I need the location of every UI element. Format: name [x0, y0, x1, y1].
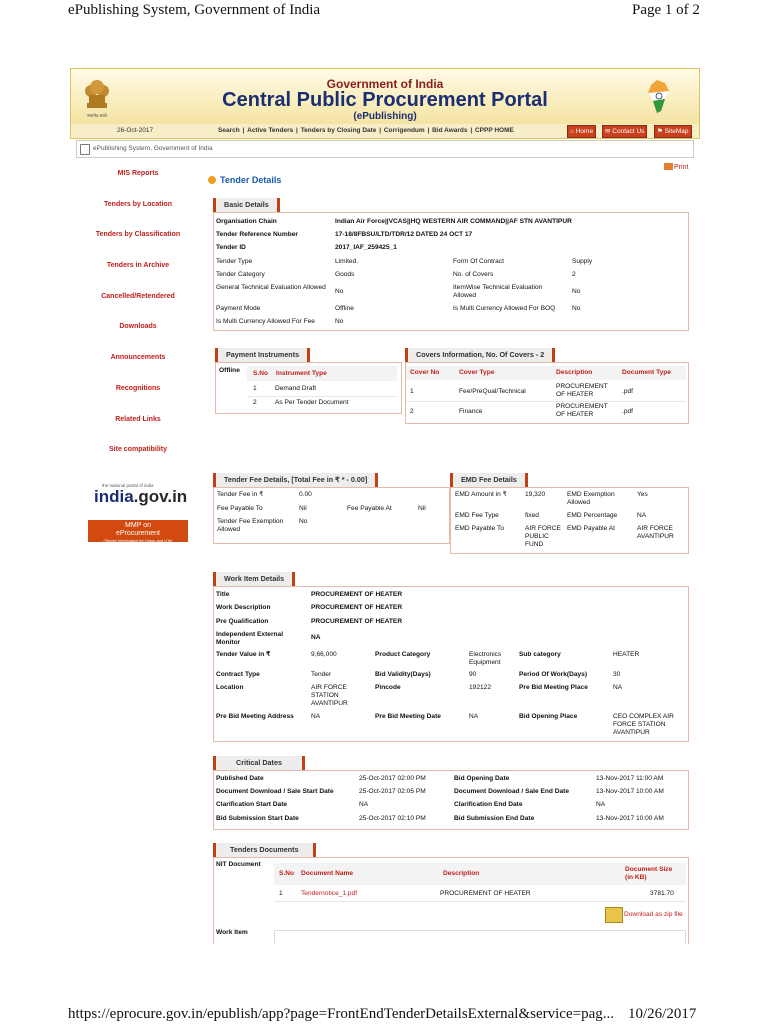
date-label: Bid Submission End Date [454, 815, 535, 822]
date-value: 13-Nov-2017 10:00 AM [596, 815, 664, 822]
cover-row-type: Fee/PreQual/Technical [459, 388, 526, 395]
current-date: 26-Oct-2017 [117, 127, 154, 134]
payment-row-type: Demand Draft [275, 385, 317, 392]
sitemap-button-label: SiteMap [664, 128, 689, 135]
nav-link-cppp-home[interactable]: CPPP HOME [474, 127, 514, 134]
date-label: Published Date [216, 775, 264, 782]
nit-document-label: NIT Document [216, 861, 261, 868]
banner-portal-title: Central Public Procurement Portal [222, 89, 548, 111]
gte-label: General Technical Evaluation Allowed [216, 284, 326, 291]
emblem-caption: सत्यमेव जयते [87, 113, 107, 118]
period-of-work-value: 30 [613, 671, 621, 678]
sidebar-item-announcements[interactable]: Announcements [110, 354, 166, 361]
india-gov-logo[interactable] [92, 483, 188, 511]
independent-monitor-value: NA [311, 634, 321, 641]
location-label: Location [216, 684, 244, 691]
india-map-flag-icon [639, 77, 679, 117]
tender-category-label: Tender Category [216, 271, 265, 278]
cover-row-doctype: .pdf [622, 408, 633, 415]
print-header-page: Page 1 of 2 [632, 2, 700, 18]
cover-type-header: Cover Type [459, 369, 495, 376]
multi-currency-boq-label: Is Multi Currency Allowed For BOQ [453, 305, 556, 312]
tender-id-label: Tender ID [216, 244, 246, 251]
fee-payable-at-value: Nil [418, 505, 426, 512]
tab-covers-information: Covers Information, No. Of Covers - 2 [405, 348, 555, 362]
sitemap-button[interactable]: ⚑ SiteMap [654, 125, 692, 138]
sidebar-item-site-compatibility[interactable]: Site compatibility [109, 446, 167, 453]
date-value: 25-Oct-2017 02:05 PM [359, 788, 426, 795]
date-label: Clarification End Date [454, 801, 523, 808]
cover-description-header: Description [556, 369, 593, 376]
nav-link-corrigendum[interactable]: Corrigendum [383, 127, 425, 134]
date-label: Bid Submission Start Date [216, 815, 299, 822]
payment-sno-header: S.No [253, 370, 269, 377]
date-label: Clarification Start Date [216, 801, 288, 808]
ite-label: ItemWise Technical Evaluation Allowed [453, 284, 543, 299]
fee-payable-at-label: Fee Payable At [347, 505, 392, 512]
tender-category-value: Goods [335, 271, 355, 278]
doc-row-sno: 1 [279, 890, 283, 897]
portal-banner [70, 68, 700, 125]
row-divider [406, 401, 686, 402]
row-divider [247, 396, 397, 397]
date-value: 25-Oct-2017 02:00 PM [359, 775, 426, 782]
cover-row-no: 1 [410, 388, 414, 395]
tab-emd-fee-details: EMD Fee Details [450, 473, 528, 487]
work-item-label: Work Item [216, 929, 248, 936]
cover-row-type: Finance [459, 408, 483, 415]
basic-details-box [213, 212, 689, 331]
work-item-box [274, 930, 686, 945]
bullet-icon [208, 176, 216, 184]
nav-links: Search | Active Tenders | Tenders by Closing Date | Corrigendum | Bid Awards | CPPP HOME [218, 127, 514, 134]
no-of-covers-value: 2 [572, 271, 576, 278]
nav-link-active-tenders[interactable]: Active Tenders [247, 127, 294, 134]
doc-description-header: Description [443, 870, 480, 877]
zip-file-icon[interactable] [605, 907, 623, 923]
tender-fee-label: Tender Fee in ₹ [217, 491, 264, 498]
gte-value: No [335, 288, 344, 295]
tender-fee-value: 0.00 [299, 491, 312, 498]
doc-row-size: 3781.70 [650, 890, 674, 897]
pre-bid-address-label: Pre Bid Meeting Address [216, 713, 294, 720]
date-value: NA [596, 801, 606, 808]
page-title [208, 175, 281, 185]
payment-mode-offline: Offline [219, 367, 240, 374]
print-header-title: ePublishing System, Government of India [68, 2, 321, 18]
tab-critical-dates: Critical Dates [213, 756, 305, 770]
doc-size-header: Document Size (in KB) [625, 866, 673, 881]
print-footer-date: 10/26/2017 [628, 1006, 697, 1022]
sub-category-label: Sub category [519, 651, 561, 658]
date-value: NA [359, 801, 369, 808]
download-zip-link[interactable]: Download as zip file [624, 911, 683, 918]
pre-qualification-label: Pre Qualification [216, 618, 269, 625]
emd-percentage-value: NA [637, 512, 647, 519]
date-label: Document Download / Sale End Date [454, 788, 570, 795]
emd-payable-at-value: AIR FORCE AVANTIPUR [637, 525, 674, 540]
pre-qualification-value: PROCUREMENT OF HEATER [311, 618, 403, 625]
fee-exemption-label: Tender Fee Exemption Allowed [217, 518, 284, 533]
tab-tenders-documents: Tenders Documents [213, 843, 316, 857]
tender-id-value: 2017_IAF_259425_1 [335, 244, 397, 251]
breadcrumb-text: ePublishing System, Government of India [93, 145, 213, 152]
banner-gov-title: Government of India [326, 77, 444, 91]
sidebar-item-mis-reports[interactable]: MIS Reports [117, 170, 159, 177]
form-of-contract-value: Supply [572, 258, 593, 265]
date-label: Bid Opening Date [454, 775, 510, 782]
cover-row-doctype: .pdf [622, 388, 633, 395]
tender-type-value: Limited. [335, 258, 359, 265]
tab-basic-details: Basic Details [213, 198, 280, 212]
banner-subtitle: (ePublishing) [353, 111, 417, 122]
sidebar-item-tenders-by-classification[interactable]: Tenders by Classification [95, 231, 181, 238]
pre-bid-place-label: Pre Bid Meeting Place [519, 684, 588, 691]
emd-payable-to-label: EMD Payable To [455, 525, 504, 532]
doc-row-description: PROCUREMENT OF HEATER [440, 890, 531, 897]
multi-currency-boq-value: No [572, 305, 581, 312]
doc-row-name-link[interactable]: Tendernotice_1.pdf [301, 890, 358, 897]
nav-link-bid-awards[interactable]: Bid Awards [432, 127, 468, 134]
row-divider [274, 901, 686, 902]
cover-row-no: 2 [410, 408, 414, 415]
independent-monitor-label: Independent External Monitor [216, 631, 284, 646]
print-link[interactable] [664, 163, 688, 171]
payment-mode-value: Offline [335, 305, 354, 312]
cover-no-header: Cover No [410, 369, 440, 376]
multi-currency-fee-value: No [335, 318, 344, 325]
mmp-line3: (Tender information for Union and UTs) [103, 538, 173, 543]
sub-category-value: HEATER [613, 651, 640, 658]
cover-doctype-header: Document Type [622, 369, 671, 376]
mmp-line2: eProcurement [116, 530, 160, 537]
top-nav-bar [70, 124, 700, 139]
sidebar-item-recognitions[interactable]: Recognitions [115, 385, 161, 392]
india-gov-logo-b: .gov.in [133, 487, 188, 506]
tab-payment-instruments: Payment Instruments [215, 348, 310, 362]
emd-amount-value: 19,320 [525, 491, 546, 498]
nav-link-closing-date[interactable]: Tenders by Closing Date [300, 127, 377, 134]
contract-type-value: Tender [311, 671, 332, 678]
tab-work-item-details: Work Item Details [213, 572, 295, 586]
payment-row-sno: 2 [253, 399, 257, 406]
sidebar-item-downloads[interactable]: Downloads [119, 323, 157, 330]
location-value: AIR FORCE STATION AVANTIPUR [311, 684, 348, 707]
page-title-text: Tender Details [220, 175, 282, 185]
home-button-label: Home [575, 128, 594, 135]
pincode-value: 192122 [469, 684, 492, 691]
org-chain-value: Indian Air Force||VCAS||HQ WESTERN AIR COMMAND||AF STN AVANTIPUR [335, 218, 572, 225]
cover-row-description: PROCUREMENT OF HEATER [556, 383, 608, 398]
sidebar-item-related-links[interactable]: Related Links [115, 416, 161, 423]
bid-validity-label: Bid Validity(Days) [375, 671, 431, 678]
bid-opening-place-value: CEO COMPLEX AIR FORCE STATION AVANTIPUR [613, 713, 674, 736]
pincode-label: Pincode [375, 684, 401, 691]
print-footer-url: https://eprocure.gov.in/epublish/app?page=FrontEndTenderDetailsExternal&service=pag... [68, 1006, 614, 1022]
date-value: 25-Oct-2017 02:10 PM [359, 815, 426, 822]
work-title-label: Title [216, 591, 230, 598]
pre-bid-address-value: NA [311, 713, 321, 720]
date-value: 13-Nov-2017 10:00 AM [596, 788, 664, 795]
emd-fee-type-label: EMD Fee Type [455, 512, 499, 519]
emd-amount-label: EMD Amount in ₹ [455, 491, 507, 498]
mmp-eprocurement-banner[interactable] [88, 520, 188, 542]
india-gov-logo-a: india [94, 487, 134, 506]
tender-value-label: Tender Value in ₹ [216, 651, 271, 658]
payment-row-type: As Per Tender Document [275, 399, 349, 406]
product-category-value: Electronics Equipment [469, 651, 502, 666]
tender-value-value: 9,66,000 [311, 651, 337, 658]
emd-payable-to-value: AIR FORCE PUBLIC FUND [525, 525, 561, 548]
tab-tender-fee-details: Tender Fee Details, [Total Fee in ₹ * - 0.00] [213, 473, 378, 487]
contact-us-button[interactable]: ✉ Contact Us [602, 125, 647, 138]
payment-row-sno: 1 [253, 385, 257, 392]
pre-bid-date-value: NA [469, 713, 479, 720]
work-description-label: Work Description [216, 604, 271, 611]
emd-exemption-value: Yes [637, 491, 648, 498]
emd-fee-type-value: fixed [525, 512, 539, 519]
sidebar-item-cancelled-retendered[interactable]: Cancelled/Retendered [101, 293, 175, 300]
emd-exemption-label: EMD Exemption Allowed [567, 491, 615, 506]
pre-bid-date-label: Pre Bid Meeting Date [375, 713, 441, 720]
mmp-line1: MMP on [125, 522, 151, 529]
bid-opening-place-label: Bid Opening Place [519, 713, 578, 720]
payment-type-header: Instrument Type [276, 370, 327, 377]
fee-payable-to-label: Fee Payable To [217, 505, 263, 512]
nav-link-search[interactable]: Search [218, 127, 240, 134]
breadcrumb [76, 140, 694, 158]
ref-number-label: Tender Reference Number [216, 231, 298, 238]
work-description-value: PROCUREMENT OF HEATER [311, 604, 403, 611]
product-category-label: Product Category [375, 651, 431, 658]
sidebar-item-tenders-in-archive[interactable]: Tenders in Archive [106, 262, 170, 269]
cover-row-description: PROCUREMENT OF HEATER [556, 403, 608, 418]
india-gov-tagline: the national portal of india [102, 483, 154, 488]
fee-payable-to-value: Nil [299, 505, 307, 512]
pre-bid-place-value: NA [613, 684, 623, 691]
work-title-value: PROCUREMENT OF HEATER [311, 591, 403, 598]
date-label: Document Download / Sale Start Date [216, 788, 334, 795]
ref-number-value: 17-18/8FBSU/LTD/TDR/12 DATED 24 OCT 17 [335, 231, 473, 238]
home-button[interactable]: ⌂ Home [567, 125, 596, 138]
doc-name-header: Document Name [301, 870, 354, 877]
contact-us-button-label: Contact Us [612, 128, 645, 135]
multi-currency-fee-label: Is Multi Currency Allowed For Fee [216, 318, 315, 325]
document-icon [80, 144, 90, 155]
emd-percentage-label: EMD Percentage [567, 512, 618, 519]
doc-sno-header: S.No [279, 870, 295, 877]
form-of-contract-label: Form Of Contract [453, 258, 504, 265]
emd-payable-at-label: EMD Payable At [567, 525, 616, 532]
printer-icon [664, 163, 673, 170]
payment-mode-label: Payment Mode [216, 305, 261, 312]
fee-exemption-value: No [299, 518, 308, 525]
contract-type-label: Contract Type [216, 671, 260, 678]
ite-value: No [572, 288, 581, 295]
tender-type-label: Tender Type [216, 258, 253, 265]
date-value: 13-Nov-2017 11:00 AM [596, 775, 664, 782]
print-label: Print [674, 164, 689, 171]
no-of-covers-label: No. of Covers [453, 271, 494, 278]
bid-validity-value: 90 [469, 671, 477, 678]
org-chain-label: Organisation Chain [216, 218, 277, 225]
sidebar-item-tenders-by-location[interactable]: Tenders by Location [104, 201, 172, 208]
period-of-work-label: Period Of Work(Days) [519, 671, 588, 678]
